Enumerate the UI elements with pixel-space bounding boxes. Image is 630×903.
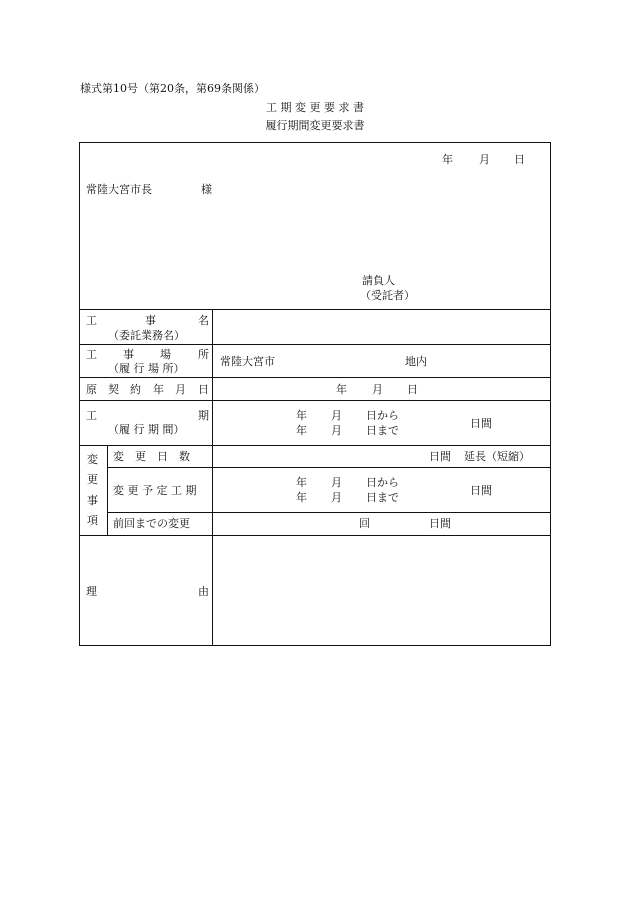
form-number: 様式第10号（第20条，第69条関係）: [80, 82, 265, 95]
change-days-unit: 日間: [429, 450, 451, 463]
contract-date-char: 年: [153, 383, 164, 396]
work-place-city: 常陸大宮市: [220, 355, 275, 368]
planned-period-label: 変 更 予 定 工 期: [113, 484, 197, 497]
work-name-char: 名: [198, 314, 209, 327]
planned-start-suffix: 日から: [366, 476, 399, 489]
date-day-label: 日: [514, 153, 525, 166]
previous-change-days: 日間: [429, 517, 451, 530]
work-place-char: 事: [123, 348, 134, 361]
work-place-suffix: 地内: [405, 355, 427, 368]
row-divider: [79, 535, 551, 536]
contract-date-char: 月: [175, 383, 186, 396]
change-days-label: 変 更 日 数: [113, 450, 190, 463]
contract-date-month: 月: [372, 383, 383, 396]
addressee-name: 常陸大宮市長: [86, 183, 152, 196]
planned-end-month: 月: [331, 491, 342, 504]
planned-start-month: 月: [331, 476, 342, 489]
work-place-sub-label: （履 行 場 所）: [108, 362, 185, 375]
form-title-construction: 工 期 変 更 要 求 書: [266, 101, 364, 114]
period-end-month: 月: [331, 424, 342, 437]
contract-date-year: 年: [336, 383, 347, 396]
period-start-year: 年: [296, 409, 307, 422]
addressee-honorific: 様: [201, 183, 212, 196]
contractor-sub-label: （受託者）: [360, 289, 415, 302]
change-group-char: 変: [87, 453, 98, 466]
period-end-year: 年: [296, 424, 307, 437]
contractor-label: 請負人: [362, 274, 395, 287]
contract-date-day: 日: [407, 383, 418, 396]
period-end-suffix: 日まで: [366, 424, 399, 437]
planned-end-year: 年: [296, 491, 307, 504]
reason-char: 理: [86, 585, 97, 598]
previous-change-times: 回: [359, 517, 370, 530]
work-name-char: 事: [145, 314, 156, 327]
form-title-service: 履行期間変更要求書: [265, 119, 365, 132]
column-divider: [107, 445, 108, 535]
contract-date-char: 日: [198, 383, 209, 396]
contract-date-char: 約: [130, 383, 141, 396]
row-divider: [79, 344, 551, 345]
contract-date-char: 契: [108, 383, 119, 396]
period-sub-label: （履 行 期 間）: [108, 423, 185, 436]
previous-change-label: 前回までの変更: [113, 517, 190, 530]
work-name-char: 工: [86, 314, 97, 327]
reason-char: 由: [198, 585, 209, 598]
form-table: [79, 142, 551, 646]
period-start-month: 月: [331, 409, 342, 422]
planned-period-days: 日間: [470, 484, 492, 497]
row-divider: [107, 512, 551, 513]
planned-end-suffix: 日まで: [366, 491, 399, 504]
period-char: 工: [86, 409, 97, 422]
work-place-char: 場: [160, 348, 171, 361]
period-start-suffix: 日から: [366, 409, 399, 422]
row-divider: [107, 467, 551, 468]
work-name-sub-label: （委託業務名）: [108, 329, 185, 342]
row-divider: [79, 309, 551, 310]
period-days: 日間: [470, 417, 492, 430]
row-divider: [79, 445, 551, 446]
contract-date-char: 原: [86, 383, 97, 396]
change-group-char: 更: [87, 473, 98, 486]
change-group-char: 項: [87, 514, 98, 527]
date-month-label: 月: [479, 153, 490, 166]
period-char: 期: [198, 409, 209, 422]
date-year-label: 年: [442, 153, 453, 166]
change-days-note: 延長（短縮）: [464, 450, 530, 463]
column-divider: [212, 309, 213, 646]
row-divider: [79, 377, 551, 378]
planned-start-year: 年: [296, 476, 307, 489]
row-divider: [79, 400, 551, 401]
work-place-char: 工: [86, 348, 97, 361]
change-group-char: 事: [87, 494, 98, 507]
work-place-char: 所: [198, 348, 209, 361]
